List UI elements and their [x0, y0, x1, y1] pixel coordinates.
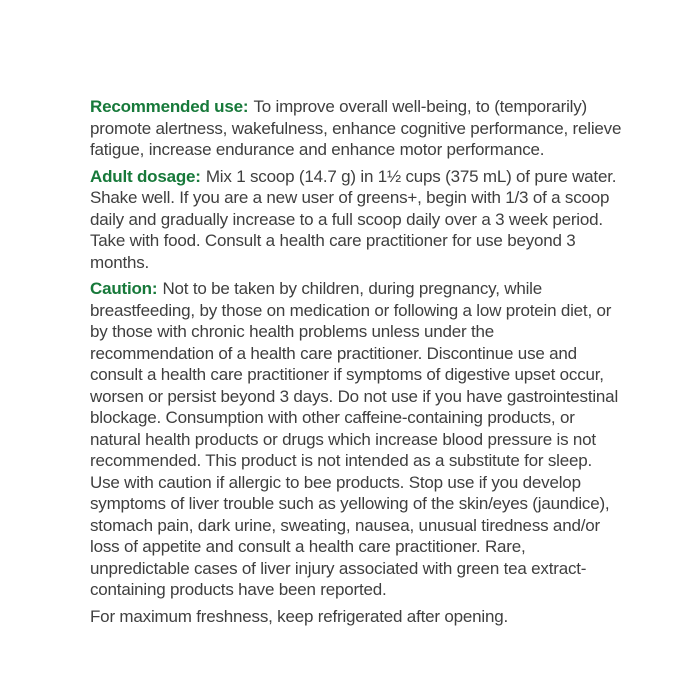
- adult-dosage-heading: Adult dosage:: [90, 166, 201, 186]
- recommended-use-body: To improve overall well-being, to (temporarily) promote alertness, wakefulness, enhance cognitive performance, relieve fatigue, increase endurance and enhance motor performance.: [90, 97, 622, 159]
- section-recommended-use: [90, 96, 622, 161]
- caution-body: Not to be taken by children, during pregnancy, while breastfeeding, by those on medication or following a low protein diet, or by those with chronic health problems unless under the recommendation of a health care practitioner. Discontinue use and consult a health care practitioner if symptoms of digestive upset occur, worsen or persist beyond 3 days. Do not use if you have gastrointestinal blockage. Consumption with other caffeine-containing products, or natural health products or drugs which increase blood pressure is not recommended. This product is not intended as a substitute for sleep. Use with caution if allergic to bee products. Stop use if you develop symptoms of liver trouble such as yellowing of the skin/eyes (jaundice), stomach pain, dark urine, sweating, nausea, unusual tiredness and/or loss of appetite and consult a health care practitioner. Rare, unpredictable cases of liver injury associated with green tea extract-containing products have been reported.: [90, 279, 619, 599]
- section-adult-dosage: [90, 166, 622, 274]
- section-freshness-note: [90, 606, 622, 628]
- caution-heading: Caution:: [90, 279, 158, 298]
- adult-dosage-body: Mix 1 scoop (14.7 g) in 1½ cups (375 mL) of pure water. Shake well. If you are a new user of greens+, begin with 1/3 of a scoop daily and gradually increase to a full scoop daily over a 3 week period. Take with food. Consult a health care practitioner for use beyond 3 months.: [90, 166, 617, 272]
- section-caution: [90, 278, 622, 601]
- label-text-panel: [90, 96, 622, 627]
- recommended-use-heading: Recommended use:: [90, 97, 249, 116]
- freshness-note-body: For maximum freshness, keep refrigerated after opening.: [90, 606, 508, 626]
